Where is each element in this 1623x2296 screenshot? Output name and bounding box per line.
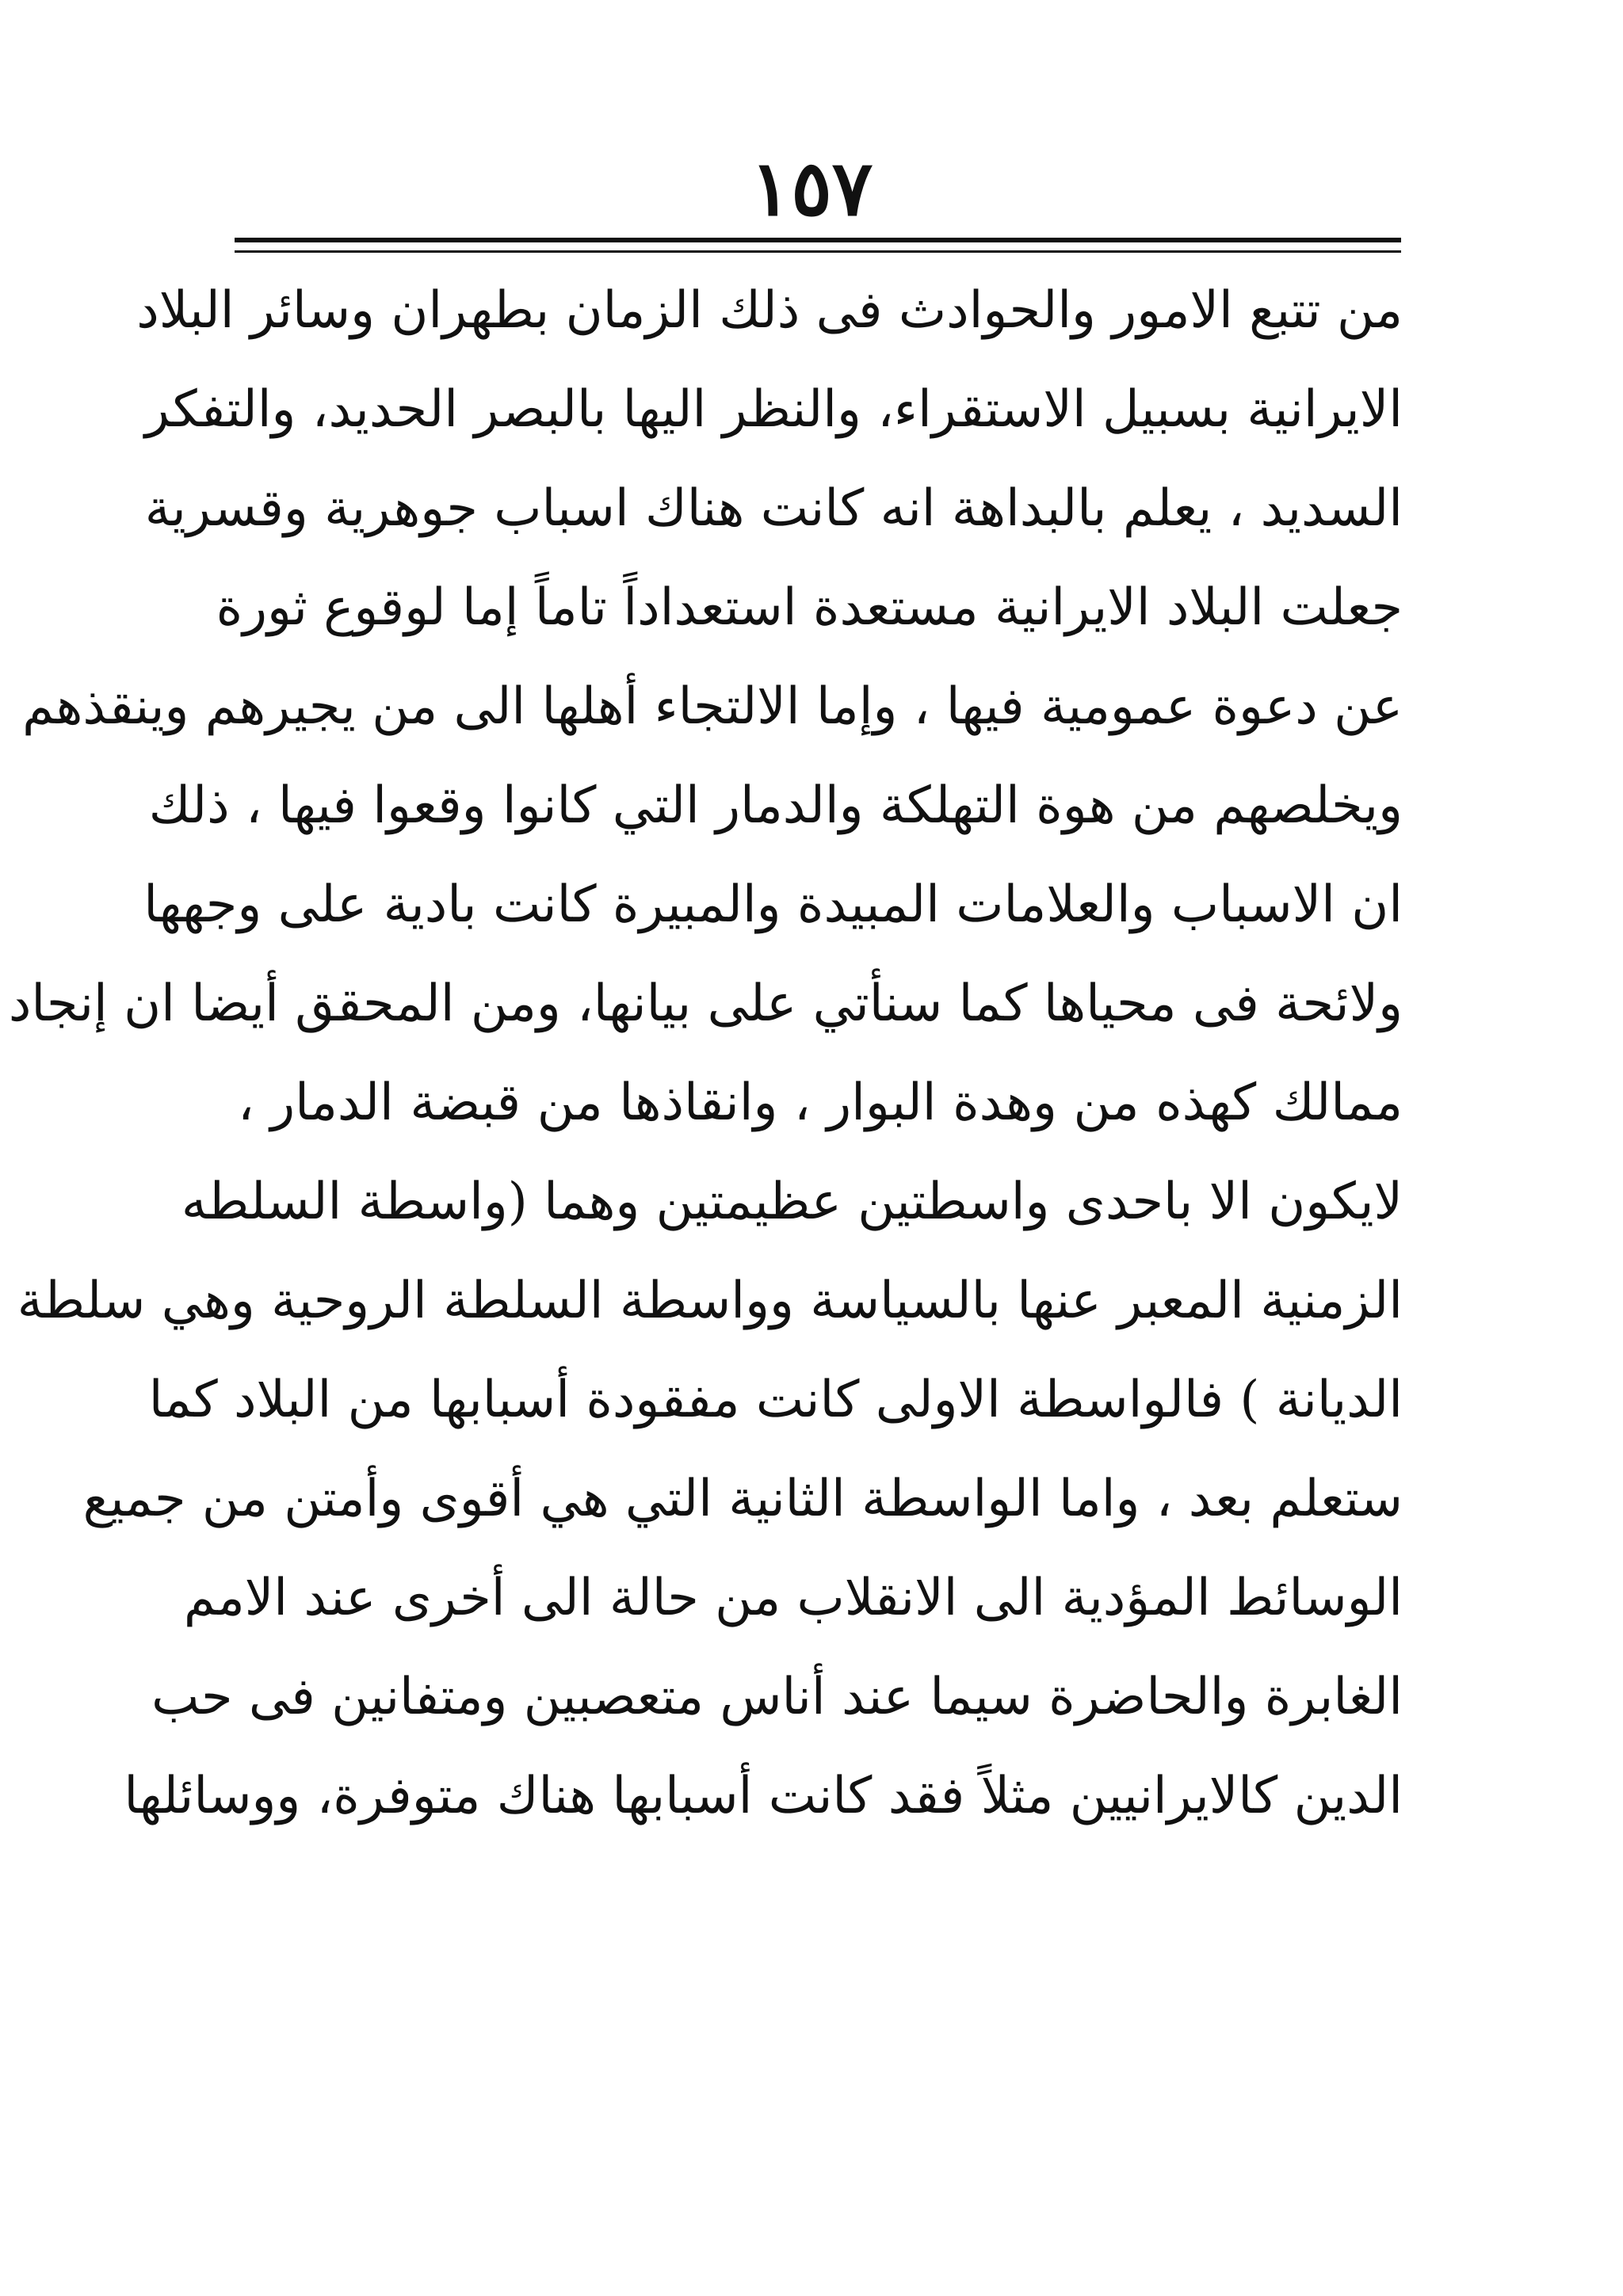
page-number: ١٥٧ [750, 143, 873, 233]
text-line: عن دعوة عمومية فيها ، وإما الالتجاء أهلها الى من يجيرهم وينقذهم [22, 677, 1403, 736]
text-line: الدين كالايرانيين مثلاً فقد كانت أسبابها هناك متوفرة، ووسائلها [124, 1767, 1403, 1825]
text-line: ممالك كهذه من وهدة البوار ، وانقاذها من قبضة الدمار ، [238, 1074, 1403, 1132]
text-line: الديانة ) فالواسطة الاولى كانت مفقودة أسبابها من البلاد كما [148, 1371, 1403, 1429]
text-line: ويخلصهم من هوة التهلكة والدمار التي كانوا وقعوا فيها ، ذلك [148, 776, 1403, 835]
header-rule-thick [235, 238, 1401, 242]
text-line: الايرانية بسبيل الاستقراء، والنظر اليها بالبصر الحديد، والتفكر [144, 380, 1403, 439]
text-line: جعلت البلاد الايرانية مستعدة استعداداً تاماً إما لوقوع ثورة [216, 578, 1403, 637]
body-text [8, 261, 1403, 1846]
text-line: لايكون الا باحدى واسطتين عظيمتين وهما (واسطة السلطه [181, 1173, 1403, 1231]
text-line: من تتبع الامور والحوادث فى ذلك الزمان بطهران وسائر البلاد [136, 281, 1403, 340]
text-line: السديد ، يعلم بالبداهة انه كانت هناك اسباب جوهرية وقسرية [144, 479, 1403, 538]
text-line: ولائحة فى محياها كما سنأتي على بيانها، ومن المحقق أيضا ان إنجاد [8, 974, 1403, 1033]
text-line: ان الاسباب والعلامات المبيدة والمبيرة كانت بادية على وجهها [143, 875, 1403, 934]
text-line: ستعلم بعد ، واما الواسطة الثانية التي هي أقوى وأمتن من جميع [82, 1470, 1403, 1528]
text-line: الغابرة والحاضرة سيما عند أناس متعصبين ومتفانين فى حب [151, 1668, 1403, 1726]
text-line: الزمنية المعبر عنها بالسياسة وواسطة السلطة الروحية وهي سلطة [17, 1272, 1403, 1330]
text-line: الوسائط المؤدية الى الانقلاب من حالة الى أخرى عند الامم [183, 1569, 1403, 1627]
header-rule-thin [235, 250, 1401, 253]
